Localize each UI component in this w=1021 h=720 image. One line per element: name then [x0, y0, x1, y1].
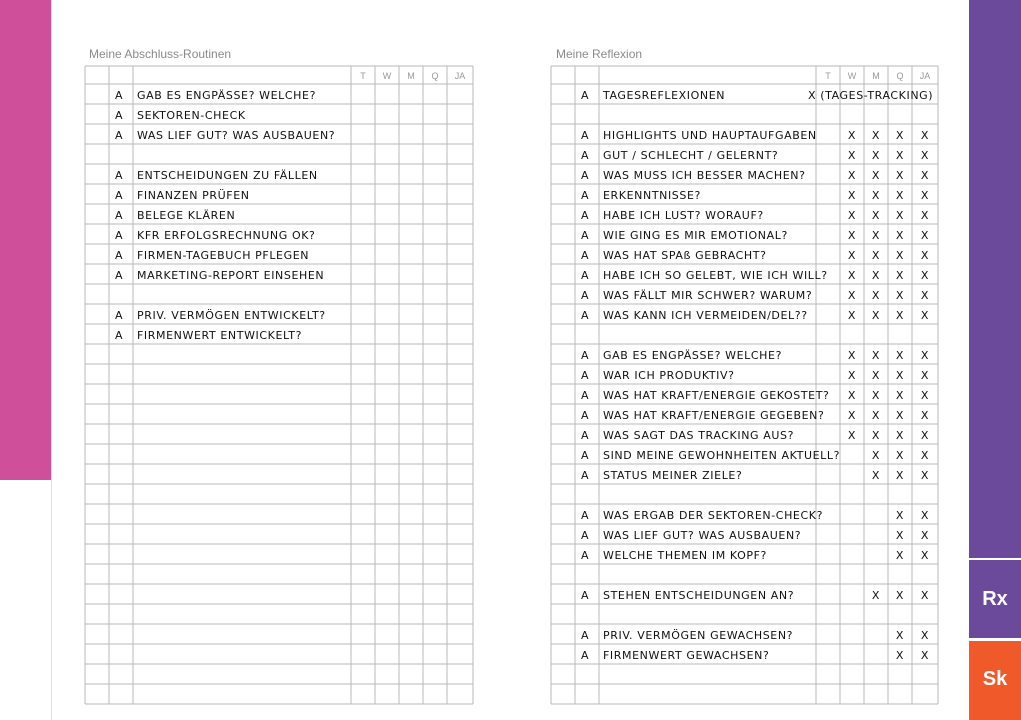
- right-mark-q[interactable]: X: [895, 129, 905, 142]
- right-mark-m[interactable]: X: [871, 129, 881, 142]
- right-mark-w[interactable]: X: [847, 249, 857, 262]
- right-row: [581, 169, 929, 182]
- right-row-tag: A: [580, 429, 590, 442]
- left-row-label: BELEGE KLÄREN: [137, 209, 236, 222]
- right-mark-ja[interactable]: X: [920, 429, 930, 442]
- left-row: [115, 189, 250, 202]
- right-mark-ja[interactable]: X: [920, 549, 930, 562]
- right-row: [581, 129, 929, 142]
- right-row: [581, 89, 933, 102]
- right-row: [581, 449, 929, 462]
- left-row-tag: A: [114, 229, 124, 242]
- left-row-tag: A: [114, 89, 124, 102]
- right-mark-q[interactable]: X: [895, 229, 905, 242]
- left-row: [115, 129, 335, 142]
- right-row: [581, 509, 929, 522]
- left-row: [115, 109, 246, 122]
- right-mark-w[interactable]: X: [847, 229, 857, 242]
- right-mark-q[interactable]: X: [895, 349, 905, 362]
- left-row-label: ENTSCHEIDUNGEN ZU FÄLLEN: [137, 169, 318, 182]
- right-mark-m[interactable]: X: [871, 309, 881, 322]
- left-row-label: MARKETING-REPORT EINSEHEN: [137, 269, 325, 282]
- right-mark-ja[interactable]: X: [920, 469, 930, 482]
- left-row-label: PRIV. VERMÖGEN ENTWICKELT?: [137, 309, 326, 322]
- left-table-title: Meine Abschluss-Routinen: [89, 47, 232, 61]
- right-row: [581, 469, 929, 482]
- right-mark-m[interactable]: X: [871, 409, 881, 422]
- left-header-m: M: [407, 71, 415, 81]
- left-row: [115, 89, 316, 102]
- right-mark-ja[interactable]: X: [920, 229, 930, 242]
- left-row-tag: A: [114, 249, 124, 262]
- right-row-tag: A: [580, 529, 590, 542]
- right-row-label: HIGHLIGHTS UND HAUPTAUFGABEN: [603, 129, 817, 142]
- left-row-tag: A: [114, 209, 124, 222]
- right-mark-ja[interactable]: X: [920, 309, 930, 322]
- left-row-tag: A: [114, 309, 124, 322]
- right-row: [581, 209, 929, 222]
- right-mark-q[interactable]: X: [895, 169, 905, 182]
- right-mark-ja[interactable]: X: [920, 169, 930, 182]
- right-row-tag: A: [580, 149, 590, 162]
- right-mark-w[interactable]: X: [847, 389, 857, 402]
- right-row-note: X (TAGES-TRACKING): [808, 89, 934, 102]
- left-row-label: FINANZEN PRÜFEN: [137, 189, 250, 202]
- right-mark-q[interactable]: X: [895, 369, 905, 382]
- right-row-label: TAGESREFLEXIONEN: [603, 89, 726, 102]
- right-row-label: FIRMENWERT GEWACHSEN?: [603, 649, 770, 662]
- right-header-t: T: [825, 71, 831, 81]
- left-table: [85, 66, 473, 704]
- right-mark-w[interactable]: X: [847, 209, 857, 222]
- right-mark-ja[interactable]: X: [920, 629, 930, 642]
- right-row-tag: A: [580, 509, 590, 522]
- right-row-label: STEHEN ENTSCHEIDUNGEN AN?: [603, 589, 795, 602]
- right-row-tag: A: [580, 309, 590, 322]
- right-row-tag: A: [580, 169, 590, 182]
- right-row: [581, 229, 929, 242]
- right-mark-q[interactable]: X: [895, 549, 905, 562]
- right-mark-w[interactable]: X: [847, 189, 857, 202]
- right-row-label: WAS SAGT DAS TRACKING AUS?: [603, 429, 795, 442]
- right-row-label: WAS MUSS ICH BESSER MACHEN?: [603, 169, 806, 182]
- right-mark-w[interactable]: X: [847, 169, 857, 182]
- right-mark-ja[interactable]: X: [920, 649, 930, 662]
- right-row: [581, 429, 929, 442]
- left-row-tag: A: [114, 329, 124, 342]
- right-mark-w[interactable]: X: [847, 129, 857, 142]
- right-mark-q[interactable]: X: [895, 469, 905, 482]
- right-row-tag: A: [580, 189, 590, 202]
- right-mark-m[interactable]: X: [871, 369, 881, 382]
- right-mark-q[interactable]: X: [895, 209, 905, 222]
- right-mark-ja[interactable]: X: [920, 149, 930, 162]
- right-row: [581, 549, 929, 562]
- right-mark-w[interactable]: X: [847, 409, 857, 422]
- right-row-tag: A: [580, 389, 590, 402]
- right-row-tag: A: [580, 589, 590, 602]
- right-row: [581, 309, 929, 322]
- right-header-m: M: [872, 71, 880, 81]
- left-row: [115, 309, 326, 322]
- right-row-label: WAS HAT KRAFT/ENERGIE GEGEBEN?: [603, 409, 825, 422]
- right-row-label: WAS KANN ICH VERMEIDEN/DEL??: [603, 309, 808, 322]
- left-row-label: FIRMEN-TAGEBUCH PFLEGEN: [137, 249, 310, 262]
- right-mark-m[interactable]: X: [871, 429, 881, 442]
- right-row-label: PRIV. VERMÖGEN GEWACHSEN?: [603, 629, 794, 642]
- right-row: [581, 589, 929, 602]
- right-mark-w[interactable]: X: [847, 149, 857, 162]
- right-row-tag: A: [580, 469, 590, 482]
- right-row-tag: A: [580, 449, 590, 462]
- right-mark-m[interactable]: X: [871, 149, 881, 162]
- right-mark-q[interactable]: X: [895, 529, 905, 542]
- right-row: [581, 249, 929, 262]
- left-row-tag: A: [114, 269, 124, 282]
- right-row-label: WAS LIEF GUT? WAS AUSBAUEN?: [603, 529, 802, 542]
- right-mark-ja[interactable]: X: [920, 409, 930, 422]
- right-mark-ja[interactable]: X: [920, 589, 930, 602]
- left-row-label: WAS LIEF GUT? WAS AUSBAUEN?: [137, 129, 336, 142]
- right-mark-q[interactable]: X: [895, 649, 905, 662]
- right-row: [581, 269, 929, 282]
- right-mark-w[interactable]: X: [847, 269, 857, 282]
- right-row-label: WIE GING ES MIR EMOTIONAL?: [603, 229, 788, 242]
- right-row-tag: A: [580, 349, 590, 362]
- right-row-tag: A: [580, 649, 590, 662]
- right-row-label: WAS ERGAB DER SEKTOREN-CHECK?: [603, 509, 824, 522]
- right-row-label: HABE ICH LUST? WORAUF?: [603, 209, 764, 222]
- right-row-label: WAR ICH PRODUKTIV?: [603, 369, 735, 382]
- right-mark-q[interactable]: X: [895, 449, 905, 462]
- right-row: [581, 649, 929, 662]
- right-mark-ja[interactable]: X: [920, 529, 930, 542]
- tab-rx-label: Rx: [982, 588, 1008, 610]
- right-mark-ja[interactable]: X: [920, 449, 930, 462]
- right-header-q: Q: [896, 71, 904, 81]
- right-mark-q[interactable]: X: [895, 629, 905, 642]
- right-mark-m[interactable]: X: [871, 209, 881, 222]
- tab-sk-label: Sk: [982, 668, 1008, 690]
- right-mark-ja[interactable]: X: [920, 509, 930, 522]
- right-table: [551, 66, 938, 704]
- right-row: [581, 409, 929, 422]
- right-row-label: WAS FÄLLT MIR SCHWER? WARUM?: [603, 289, 813, 302]
- left-row-label: FIRMENWERT ENTWICKELT?: [137, 329, 303, 342]
- right-row-tag: A: [580, 269, 590, 282]
- left-row: [115, 329, 302, 342]
- right-row: [581, 149, 929, 162]
- right-row-label: GUT / SCHLECHT / GELERNT?: [603, 149, 779, 162]
- right-mark-w[interactable]: X: [847, 429, 857, 442]
- right-mark-m[interactable]: X: [871, 189, 881, 202]
- right-mark-q[interactable]: X: [895, 149, 905, 162]
- right-mark-q[interactable]: X: [895, 289, 905, 302]
- right-mark-q[interactable]: X: [895, 249, 905, 262]
- right-header-ja: JA: [919, 71, 931, 81]
- right-row: [581, 369, 929, 382]
- right-mark-q[interactable]: X: [895, 189, 905, 202]
- right-mark-m[interactable]: X: [871, 249, 881, 262]
- right-row-label: WAS HAT SPAß GEBRACHT?: [603, 249, 767, 262]
- right-row-tag: A: [580, 549, 590, 562]
- right-row: [581, 629, 929, 642]
- right-row-label: HABE ICH SO GELEBT, WIE ICH WILL?: [603, 269, 828, 282]
- left-row-tag: A: [114, 129, 124, 142]
- right-mark-ja[interactable]: X: [920, 389, 930, 402]
- right-row: [581, 529, 929, 542]
- right-mark-q[interactable]: X: [895, 589, 905, 602]
- right-mark-m[interactable]: X: [871, 469, 881, 482]
- left-row-label: KFR ERFOLGSRECHNUNG OK?: [137, 229, 316, 242]
- right-row-tag: A: [580, 229, 590, 242]
- right-mark-m[interactable]: X: [871, 589, 881, 602]
- left-row: [115, 249, 309, 262]
- right-row-label: WAS HAT KRAFT/ENERGIE GEKOSTET?: [603, 389, 830, 402]
- right-row: [581, 189, 929, 202]
- right-mark-m[interactable]: X: [871, 349, 881, 362]
- right-mark-q[interactable]: X: [895, 389, 905, 402]
- right-mark-w[interactable]: X: [847, 309, 857, 322]
- right-row-tag: A: [580, 249, 590, 262]
- left-header-q: Q: [431, 71, 439, 81]
- left-header-t: T: [360, 71, 366, 81]
- right-mark-w[interactable]: X: [847, 289, 857, 302]
- left-row-label: GAB ES ENGPÄSSE? WELCHE?: [137, 89, 317, 102]
- right-mark-ja[interactable]: X: [920, 269, 930, 282]
- right-mark-ja[interactable]: X: [920, 349, 930, 362]
- right-row-tag: A: [580, 409, 590, 422]
- right-row: [581, 289, 929, 302]
- right-mark-w[interactable]: X: [847, 349, 857, 362]
- left-row-label: SEKTOREN-CHECK: [137, 109, 246, 122]
- right-mark-m[interactable]: X: [871, 289, 881, 302]
- right-mark-m[interactable]: X: [871, 169, 881, 182]
- right-mark-q[interactable]: X: [895, 409, 905, 422]
- right-mark-w[interactable]: X: [847, 369, 857, 382]
- right-table-title: Meine Reflexion: [556, 47, 643, 61]
- right-row-tag: A: [580, 89, 590, 102]
- right-mark-q[interactable]: X: [895, 509, 905, 522]
- right-row-label: GAB ES ENGPÄSSE? WELCHE?: [603, 349, 783, 362]
- right-mark-q[interactable]: X: [895, 269, 905, 282]
- right-mark-q[interactable]: X: [895, 309, 905, 322]
- right-mark-m[interactable]: X: [871, 389, 881, 402]
- right-row: [581, 349, 929, 362]
- right-header-w: W: [847, 71, 857, 81]
- right-row-tag: A: [580, 289, 590, 302]
- right-mark-m[interactable]: X: [871, 229, 881, 242]
- left-header-ja: JA: [454, 71, 466, 81]
- left-row: [115, 169, 318, 182]
- right-mark-ja[interactable]: X: [920, 129, 930, 142]
- left-row-tag: A: [114, 109, 124, 122]
- right-mark-ja[interactable]: X: [920, 209, 930, 222]
- right-row-tag: A: [580, 129, 590, 142]
- left-header-w: W: [382, 71, 392, 81]
- right-row-label: WELCHE THEMEN IM KOPF?: [603, 549, 767, 562]
- right-row-label: STATUS MEINER ZIELE?: [603, 469, 743, 482]
- right-mark-m[interactable]: X: [871, 269, 881, 282]
- right-mark-q[interactable]: X: [895, 429, 905, 442]
- left-row: [115, 229, 316, 242]
- right-mark-ja[interactable]: X: [920, 249, 930, 262]
- right-mark-ja[interactable]: X: [920, 189, 930, 202]
- right-mark-ja[interactable]: X: [920, 289, 930, 302]
- right-mark-m[interactable]: X: [871, 449, 881, 462]
- right-row-tag: A: [580, 369, 590, 382]
- right-mark-ja[interactable]: X: [920, 369, 930, 382]
- right-row-tag: A: [580, 629, 590, 642]
- right-row-label: SIND MEINE GEWOHNHEITEN AKTUELL?: [603, 449, 841, 462]
- left-row-tag: A: [114, 169, 124, 182]
- left-row: [115, 269, 324, 282]
- right-row: [581, 389, 929, 402]
- right-row-label: ERKENNTNISSE?: [603, 189, 701, 202]
- right-row-tag: A: [580, 209, 590, 222]
- left-row-tag: A: [114, 189, 124, 202]
